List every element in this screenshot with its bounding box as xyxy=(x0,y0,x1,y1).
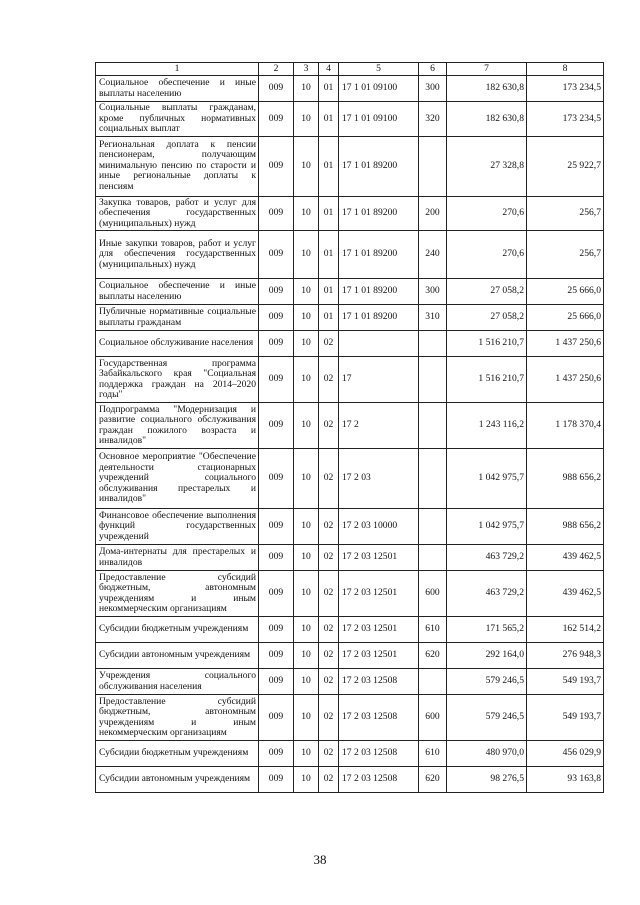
code-subsection: 02 xyxy=(319,571,339,617)
code-target: 17 1 01 89200 xyxy=(339,231,419,279)
code-expense-type: 300 xyxy=(419,279,447,305)
col-header-2: 2 xyxy=(259,63,294,76)
code-subsection: 02 xyxy=(319,331,339,357)
table-row xyxy=(96,136,604,196)
amount-year-1: 27 058,2 xyxy=(447,305,527,331)
row-name: Региональная доплата к пенсии пенсионерам, получающим минимальную пенсию по старости и иные региональные доплаты к пенсиям xyxy=(96,136,259,196)
code-ministry: 009 xyxy=(259,449,294,509)
code-subsection: 02 xyxy=(319,695,339,741)
code-section: 10 xyxy=(294,279,319,305)
table-row xyxy=(96,231,604,279)
code-expense-type xyxy=(419,331,447,357)
amount-year-2: 1 437 250,6 xyxy=(527,357,604,403)
code-ministry: 009 xyxy=(259,643,294,669)
row-name: Предоставление субсидий бюджетным, автономным учреждениям и иным некоммерческим организациям xyxy=(96,571,259,617)
code-expense-type xyxy=(419,403,447,449)
row-name: Субсидии автономным учреждениям xyxy=(96,767,259,793)
table-row xyxy=(96,767,604,793)
code-section: 10 xyxy=(294,196,319,231)
amount-year-1: 98 276,5 xyxy=(447,767,527,793)
amount-year-1: 463 729,2 xyxy=(447,571,527,617)
table-row xyxy=(96,741,604,767)
code-target: 17 2 xyxy=(339,403,419,449)
amount-year-1: 579 246,5 xyxy=(447,695,527,741)
amount-year-2: 256,7 xyxy=(527,196,604,231)
col-header-6: 6 xyxy=(419,63,447,76)
code-section: 10 xyxy=(294,767,319,793)
row-name: Закупка товаров, работ и услуг для обеспечения государственных (муниципальных) нужд xyxy=(96,196,259,231)
code-target: 17 2 03 xyxy=(339,449,419,509)
table-row xyxy=(96,643,604,669)
code-subsection: 02 xyxy=(319,509,339,545)
code-expense-type: 600 xyxy=(419,695,447,741)
code-subsection: 01 xyxy=(319,136,339,196)
row-name: Предоставление субсидий бюджетным, автономным учреждениям и иным некоммерческим организациям xyxy=(96,695,259,741)
code-subsection: 02 xyxy=(319,741,339,767)
amount-year-2: 549 193,7 xyxy=(527,669,604,695)
code-expense-type xyxy=(419,545,447,571)
amount-year-1: 1 516 210,7 xyxy=(447,357,527,403)
code-ministry: 009 xyxy=(259,767,294,793)
amount-year-1: 463 729,2 xyxy=(447,545,527,571)
amount-year-1: 1 243 116,2 xyxy=(447,403,527,449)
code-target: 17 1 01 89200 xyxy=(339,279,419,305)
col-header-4: 4 xyxy=(319,63,339,76)
code-subsection: 02 xyxy=(319,545,339,571)
amount-year-1: 270,6 xyxy=(447,196,527,231)
row-name: Основное мероприятие "Обеспечение деятельности стационарных учреждений социального обслуживания престарелых и инвалидов" xyxy=(96,449,259,509)
code-expense-type xyxy=(419,509,447,545)
col-header-3: 3 xyxy=(294,63,319,76)
amount-year-1: 292 164,0 xyxy=(447,643,527,669)
budget-table xyxy=(95,62,604,793)
code-target: 17 2 03 12501 xyxy=(339,643,419,669)
code-target: 17 1 01 09100 xyxy=(339,102,419,137)
code-expense-type: 610 xyxy=(419,617,447,643)
amount-year-2: 173 234,5 xyxy=(527,102,604,137)
table-row xyxy=(96,669,604,695)
code-expense-type: 610 xyxy=(419,741,447,767)
row-name: Финансовое обеспечение выполнения функций государственных учреждений xyxy=(96,509,259,545)
amount-year-2: 93 163,8 xyxy=(527,767,604,793)
row-name: Социальные выплаты гражданам, кроме публичных нормативных социальных выплат xyxy=(96,102,259,137)
code-target xyxy=(339,331,419,357)
code-section: 10 xyxy=(294,571,319,617)
row-name: Социальное обслуживание населения xyxy=(96,331,259,357)
code-section: 10 xyxy=(294,545,319,571)
row-name: Публичные нормативные социальные выплаты гражданам xyxy=(96,305,259,331)
page-number: 38 xyxy=(313,852,327,867)
code-ministry: 009 xyxy=(259,231,294,279)
amount-year-2: 456 029,9 xyxy=(527,741,604,767)
amount-year-1: 270,6 xyxy=(447,231,527,279)
code-section: 10 xyxy=(294,76,319,102)
table-row xyxy=(96,449,604,509)
amount-year-1: 182 630,8 xyxy=(447,102,527,137)
code-section: 10 xyxy=(294,669,319,695)
table-row xyxy=(96,695,604,741)
code-subsection: 02 xyxy=(319,403,339,449)
table-row xyxy=(96,509,604,545)
amount-year-1: 27 328,8 xyxy=(447,136,527,196)
code-target: 17 1 01 09100 xyxy=(339,76,419,102)
code-subsection: 01 xyxy=(319,196,339,231)
code-target: 17 2 03 12501 xyxy=(339,571,419,617)
code-subsection: 02 xyxy=(319,643,339,669)
code-expense-type: 310 xyxy=(419,305,447,331)
code-target: 17 2 03 12508 xyxy=(339,767,419,793)
code-target: 17 1 01 89200 xyxy=(339,305,419,331)
table-row xyxy=(96,331,604,357)
code-section: 10 xyxy=(294,231,319,279)
code-expense-type: 620 xyxy=(419,643,447,669)
code-ministry: 009 xyxy=(259,76,294,102)
code-section: 10 xyxy=(294,136,319,196)
code-target: 17 2 03 12508 xyxy=(339,695,419,741)
amount-year-2: 25 666,0 xyxy=(527,279,604,305)
amount-year-2: 439 462,5 xyxy=(527,545,604,571)
code-subsection: 02 xyxy=(319,449,339,509)
code-subsection: 01 xyxy=(319,102,339,137)
amount-year-2: 1 178 370,4 xyxy=(527,403,604,449)
code-ministry: 009 xyxy=(259,545,294,571)
col-header-8: 8 xyxy=(527,63,604,76)
code-ministry: 009 xyxy=(259,617,294,643)
code-subsection: 02 xyxy=(319,357,339,403)
row-name: Субсидии бюджетным учреждениям xyxy=(96,617,259,643)
amount-year-2: 549 193,7 xyxy=(527,695,604,741)
row-name: Субсидии бюджетным учреждениям xyxy=(96,741,259,767)
row-name: Подпрограмма "Модернизация и развитие социального обслуживания граждан пожилого возраста и инвалидов" xyxy=(96,403,259,449)
amount-year-2: 439 462,5 xyxy=(527,571,604,617)
code-ministry: 009 xyxy=(259,331,294,357)
code-subsection: 01 xyxy=(319,305,339,331)
code-target: 17 xyxy=(339,357,419,403)
code-section: 10 xyxy=(294,695,319,741)
code-expense-type: 200 xyxy=(419,196,447,231)
code-ministry: 009 xyxy=(259,403,294,449)
code-target: 17 1 01 89200 xyxy=(339,136,419,196)
code-subsection: 01 xyxy=(319,279,339,305)
code-ministry: 009 xyxy=(259,695,294,741)
table-row xyxy=(96,545,604,571)
code-section: 10 xyxy=(294,331,319,357)
col-header-1: 1 xyxy=(96,63,259,76)
code-ministry: 009 xyxy=(259,305,294,331)
table-body xyxy=(96,76,604,793)
code-section: 10 xyxy=(294,305,319,331)
amount-year-1: 27 058,2 xyxy=(447,279,527,305)
code-section: 10 xyxy=(294,403,319,449)
code-section: 10 xyxy=(294,357,319,403)
code-ministry: 009 xyxy=(259,102,294,137)
code-section: 10 xyxy=(294,102,319,137)
amount-year-2: 276 948,3 xyxy=(527,643,604,669)
code-section: 10 xyxy=(294,449,319,509)
code-ministry: 009 xyxy=(259,571,294,617)
col-header-7: 7 xyxy=(447,63,527,76)
amount-year-2: 25 922,7 xyxy=(527,136,604,196)
amount-year-1: 171 565,2 xyxy=(447,617,527,643)
amount-year-1: 1 516 210,7 xyxy=(447,331,527,357)
row-name: Дома-интернаты для престарелых и инвалидов xyxy=(96,545,259,571)
table-row xyxy=(96,76,604,102)
code-subsection: 01 xyxy=(319,231,339,279)
amount-year-2: 162 514,2 xyxy=(527,617,604,643)
code-expense-type: 320 xyxy=(419,102,447,137)
code-target: 17 2 03 10000 xyxy=(339,509,419,545)
amount-year-1: 182 630,8 xyxy=(447,76,527,102)
table-row xyxy=(96,357,604,403)
table-row xyxy=(96,305,604,331)
code-section: 10 xyxy=(294,741,319,767)
table-row xyxy=(96,196,604,231)
code-expense-type: 240 xyxy=(419,231,447,279)
row-name: Иные закупки товаров, работ и услуг для обеспечения государственных (муниципальных) нужд xyxy=(96,231,259,279)
amount-year-1: 480 970,0 xyxy=(447,741,527,767)
table-row xyxy=(96,102,604,137)
code-target: 17 2 03 12501 xyxy=(339,545,419,571)
code-subsection: 02 xyxy=(319,669,339,695)
code-subsection: 02 xyxy=(319,617,339,643)
header-row xyxy=(96,63,604,76)
code-subsection: 01 xyxy=(319,76,339,102)
code-ministry: 009 xyxy=(259,741,294,767)
code-target: 17 2 03 12508 xyxy=(339,741,419,767)
table-row xyxy=(96,571,604,617)
code-ministry: 009 xyxy=(259,357,294,403)
table-row xyxy=(96,403,604,449)
amount-year-2: 25 666,0 xyxy=(527,305,604,331)
code-expense-type xyxy=(419,669,447,695)
amount-year-2: 988 656,2 xyxy=(527,449,604,509)
code-section: 10 xyxy=(294,643,319,669)
code-ministry: 009 xyxy=(259,196,294,231)
amount-year-2: 1 437 250,6 xyxy=(527,331,604,357)
amount-year-2: 173 234,5 xyxy=(527,76,604,102)
code-expense-type: 620 xyxy=(419,767,447,793)
code-expense-type xyxy=(419,449,447,509)
row-name: Социальное обеспечение и иные выплаты населению xyxy=(96,76,259,102)
code-section: 10 xyxy=(294,617,319,643)
amount-year-2: 988 656,2 xyxy=(527,509,604,545)
code-section: 10 xyxy=(294,509,319,545)
row-name: Субсидии автономным учреждениям xyxy=(96,643,259,669)
code-expense-type xyxy=(419,357,447,403)
code-expense-type: 300 xyxy=(419,76,447,102)
code-ministry: 009 xyxy=(259,509,294,545)
amount-year-1: 1 042 975,7 xyxy=(447,509,527,545)
code-target: 17 1 01 89200 xyxy=(339,196,419,231)
amount-year-1: 579 246,5 xyxy=(447,669,527,695)
code-ministry: 009 xyxy=(259,136,294,196)
table-row xyxy=(96,279,604,305)
row-name: Государственная программа Забайкальского края "Социальная поддержка граждан на 2014–2020 годы" xyxy=(96,357,259,403)
col-header-5: 5 xyxy=(339,63,419,76)
code-target: 17 2 03 12501 xyxy=(339,617,419,643)
code-subsection: 02 xyxy=(319,767,339,793)
row-name: Социальное обеспечение и иные выплаты населению xyxy=(96,279,259,305)
code-target: 17 2 03 12508 xyxy=(339,669,419,695)
table-row xyxy=(96,617,604,643)
row-name: Учреждения социального обслуживания населения xyxy=(96,669,259,695)
amount-year-2: 256,7 xyxy=(527,231,604,279)
amount-year-1: 1 042 975,7 xyxy=(447,449,527,509)
code-ministry: 009 xyxy=(259,279,294,305)
code-ministry: 009 xyxy=(259,669,294,695)
code-expense-type: 600 xyxy=(419,571,447,617)
code-expense-type xyxy=(419,136,447,196)
